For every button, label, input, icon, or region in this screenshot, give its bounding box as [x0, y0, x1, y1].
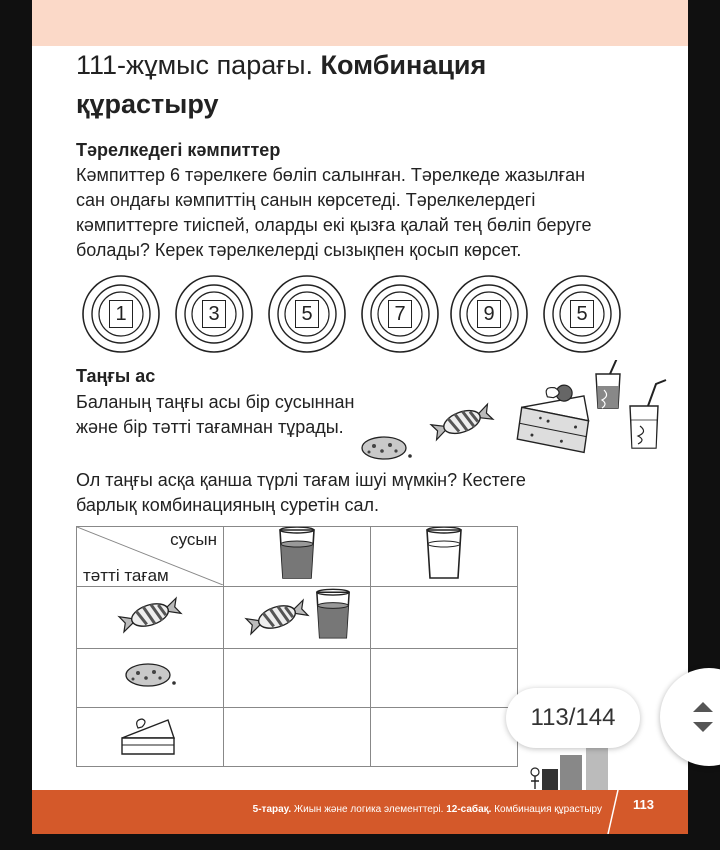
header-corner-cell: [77, 527, 224, 587]
title-bold-2: құрастыру: [76, 89, 219, 119]
question-line: Ол таңғы асқа қанша түрлі тағам ішуі мүмкін? Кестеге: [76, 470, 526, 490]
row-header-cookie: [77, 649, 224, 708]
cake-slice-icon: [118, 712, 182, 758]
section1-heading: Тәрелкедегі кәмпиттер: [76, 140, 281, 160]
combination-cell-cookie-light[interactable]: [371, 649, 518, 708]
section1-line: кәмпиттерге тиіспей, оларды екі қызға қалай тең бөліп беруге: [76, 215, 592, 235]
section1-text: [76, 163, 592, 263]
mascot-bar-graphic: [528, 745, 614, 791]
plate[interactable]: [542, 274, 622, 354]
table-row: [77, 649, 518, 708]
plate-number: 7: [388, 300, 412, 328]
page-counter: 113/144: [506, 688, 640, 748]
combination-cell-cookie-dark[interactable]: [224, 649, 371, 708]
section2-line: және бір тәтті тағамнан тұрады.: [76, 417, 344, 437]
cake-slice-icon: [517, 380, 593, 453]
footer-lesson-topic: Комбинация құрастыру: [491, 804, 602, 815]
plate-number: 3: [202, 300, 226, 328]
plate-number: 5: [295, 300, 319, 328]
footer-divider: [604, 790, 624, 834]
table-row: [77, 587, 518, 649]
plates-row: [76, 274, 636, 356]
sweet-row-header: тәтті тағам: [83, 566, 169, 585]
combination-cell-cake-dark[interactable]: [224, 708, 371, 767]
combination-cell-candy-dark[interactable]: [224, 587, 371, 649]
section2-question: [76, 468, 526, 518]
page-number: 113: [633, 797, 654, 812]
section1-line: сан ондағы кәмпиттің санын көрсетеді. Тәрелкелердегі: [76, 190, 536, 210]
question-line: барлық комбинацияның суретін сал.: [76, 495, 380, 515]
drink-glass-icon: [596, 360, 626, 408]
combination-cell-candy-light[interactable]: [371, 587, 518, 649]
section1-line: болады? Керек тәрелкелерді сызықпен қосып көрсет.: [76, 240, 522, 260]
combinations-table: [76, 526, 518, 767]
breakfast-illustration: [342, 360, 672, 470]
candy-icon: [112, 595, 188, 635]
candy-and-drink-drawing: [237, 587, 357, 643]
plate-number: 5: [570, 300, 594, 328]
top-color-band: [32, 0, 688, 46]
header-cell-light-drink: [371, 527, 518, 587]
footer-chapter-topic: Жиын және логика элементтері.: [291, 804, 447, 815]
combination-cell-cake-light[interactable]: [371, 708, 518, 767]
page-footer: [32, 790, 688, 834]
section1-line: Кәмпиттер 6 тәрелкеге бөліп салынған. Тәрелкеде жазылған: [76, 165, 586, 185]
plate[interactable]: [174, 274, 254, 354]
title-number: 111-жұмыс парағы.: [76, 50, 321, 80]
plate-number: 1: [109, 300, 133, 328]
drink-column-header: сусын: [170, 530, 217, 549]
plate-number: 9: [477, 300, 501, 328]
title-bold-1: Комбинация: [320, 50, 487, 80]
worksheet-title: [76, 46, 636, 124]
drink-glass-icon: [630, 380, 666, 448]
light-drink-glass-icon: [419, 527, 469, 581]
dark-drink-glass-icon: [272, 527, 322, 581]
footer-caption: [253, 804, 602, 815]
row-header-cake: [77, 708, 224, 767]
footer-lesson: 12-сабақ.: [446, 804, 492, 815]
plate[interactable]: [81, 274, 161, 354]
cookie-icon: [118, 659, 182, 693]
header-cell-dark-drink: [224, 527, 371, 587]
up-down-arrows-icon: [690, 698, 716, 736]
section2-heading: Таңғы ас: [76, 366, 156, 386]
row-header-candy: [77, 587, 224, 649]
footer-chapter: 5-тарау.: [252, 804, 292, 815]
table-row: [77, 708, 518, 767]
plate[interactable]: [360, 274, 440, 354]
section2-text: [76, 390, 355, 440]
candy-icon: [430, 402, 493, 441]
section2-line: Баланың таңғы асы бір сусыннан: [76, 392, 355, 412]
plate[interactable]: [449, 274, 529, 354]
cookie-icon: [362, 437, 412, 459]
table-row: [77, 527, 518, 587]
plate[interactable]: [267, 274, 347, 354]
